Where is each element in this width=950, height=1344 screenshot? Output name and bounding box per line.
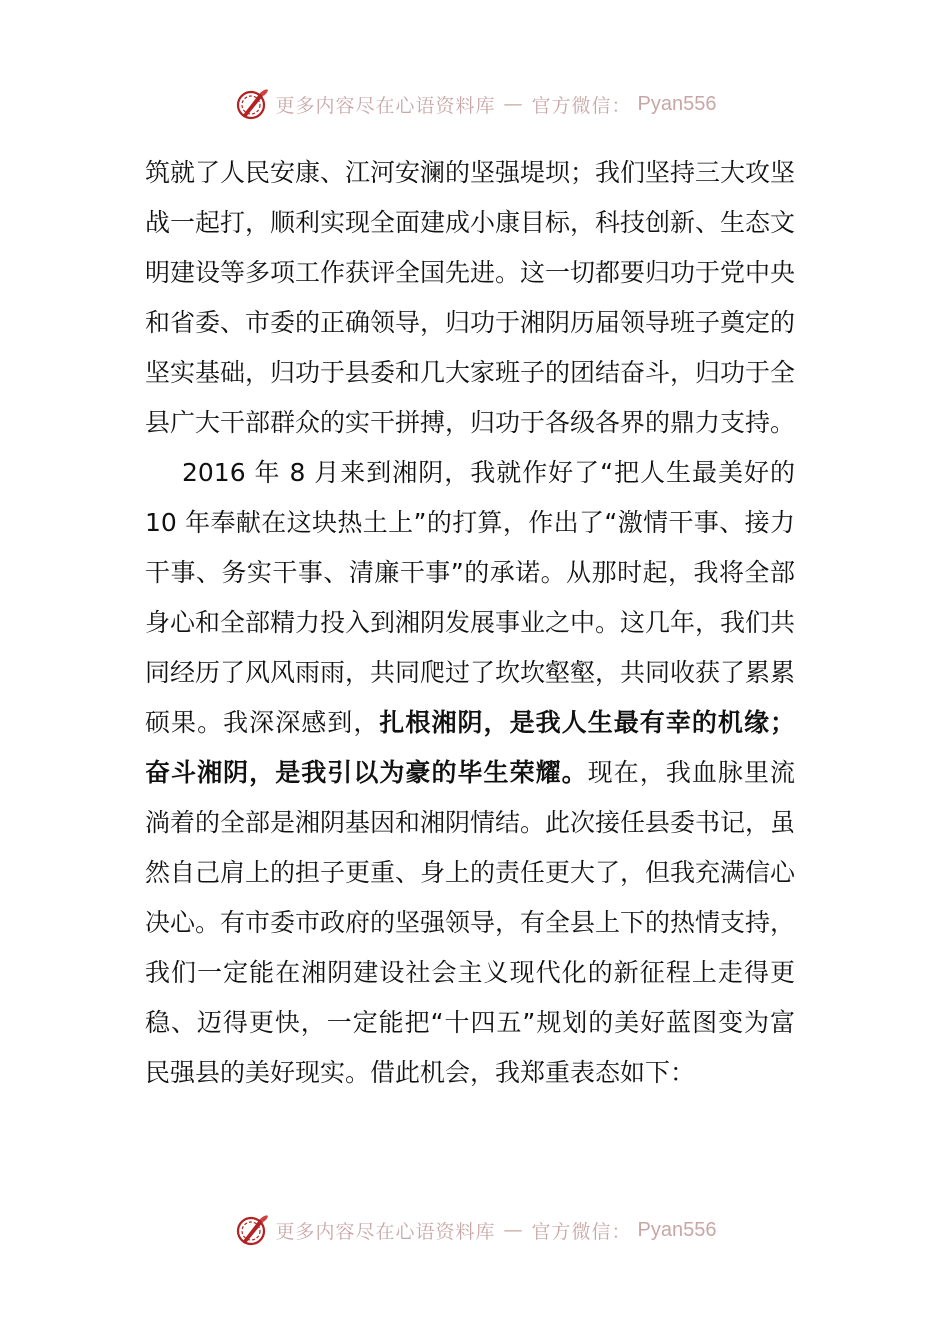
- header-watermark: [0, 86, 950, 122]
- document-body: [145, 148, 795, 1098]
- watermark-separator: —: [503, 93, 524, 115]
- quill-pen-icon: [234, 86, 270, 122]
- watermark-text: 更多内容尽在心语资料库: [275, 1220, 496, 1243]
- watermark-wechat-id: Pyan556: [637, 1218, 717, 1241]
- watermark-text: 更多内容尽在心语资料库: [275, 94, 496, 117]
- footer-watermark: [0, 1212, 950, 1248]
- paragraph-2-bold-text: 扎根湘阴，是我人生最有幸的机缘；奋斗湘阴，是我引以为豪的毕生荣耀。: [145, 708, 795, 787]
- paragraph-1: 筑就了人民安康、江河安澜的坚强堤坝；我们坚持三大攻坚战一起打，顺利实现全面建成小康目标，科技创新、生态文明建设等多项工作获评全国先进。这一切都要归功于党中央和省委、市委的正确领导，归功于湘阴历届领导班子奠定的坚实基础，归功于县委和几大家班子的团结奋斗，归功于全县广大干部群众的实干拼搏，归功于各级各界的鼎力支持。: [145, 158, 796, 437]
- paragraph-2: [145, 448, 795, 1098]
- watermark-wechat-id: Pyan556: [637, 92, 717, 115]
- paragraph-2-text-after: 现在，我血脉里流淌着的全部是湘阴基因和湘阴情结。此次接任县委书记，虽然自己肩上的担子更重、身上的责任更大了，但我充满信心决心。有市委市政府的坚强领导，有全县上下的热情支持，我们一定能在湘阴建设社会主义现代化的新征程上走得更稳、迈得更快，一定能把“十四五”规划的美好蓝图变为富民强县的美好现实。借此机会，我郑重表态如下：: [145, 758, 796, 1087]
- watermark-label: 官方微信：: [531, 94, 632, 117]
- quill-pen-icon: [234, 1212, 270, 1248]
- paragraph-2-text-before: 2016 年 8 月来到湘阴，我就作好了“把人生最美好的 10 年奉献在这块热土上”的打算，作出了“激情干事、接力干事、务实干事、清廉干事”的承诺。从那时起，我将全部身心和全部精力投入到湘阴发展事业之中。这几年，我们共同经历了风风雨雨，共同爬过了坎坎壑壑，共同收获了累累硕果。我深深感到，: [145, 458, 796, 737]
- watermark-label: 官方微信：: [531, 1220, 632, 1243]
- watermark-separator: —: [503, 1219, 524, 1241]
